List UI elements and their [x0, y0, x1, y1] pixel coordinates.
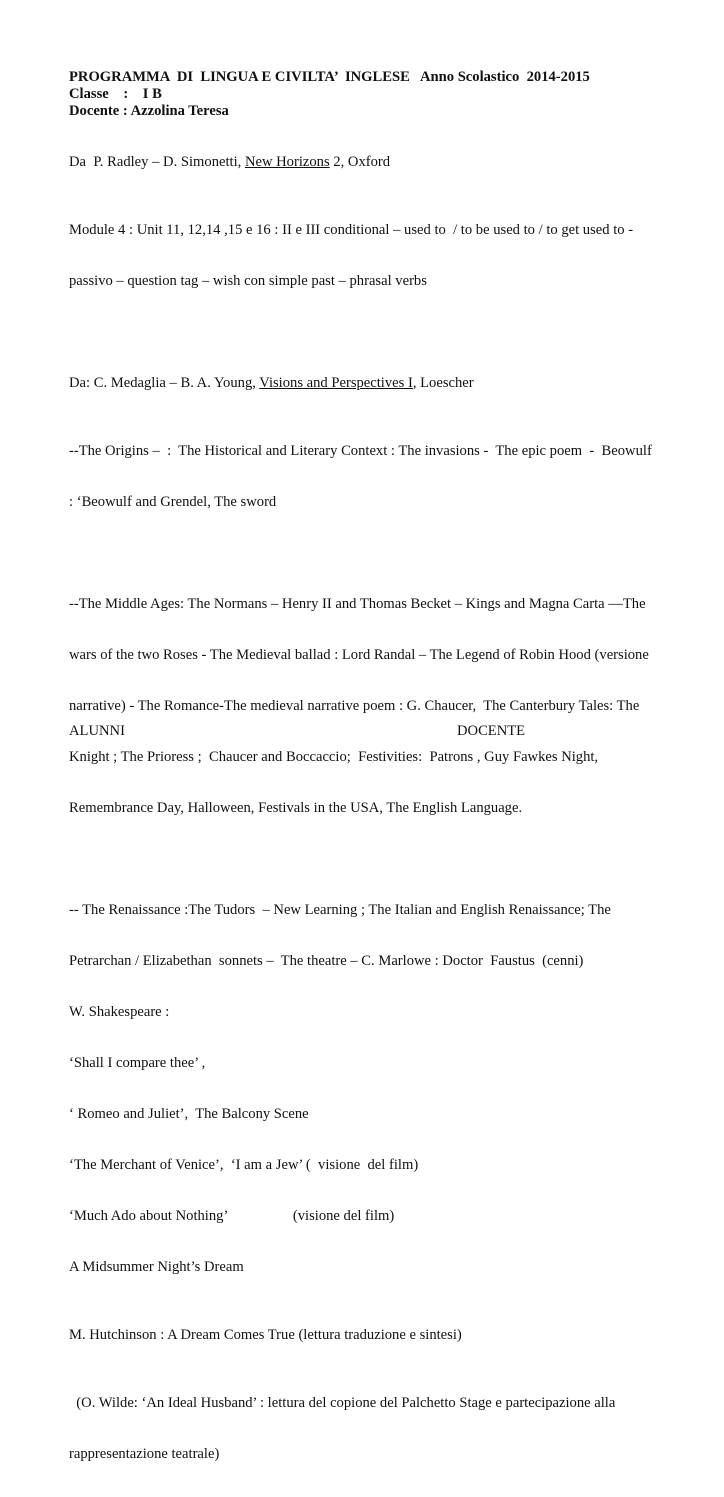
renaissance-line-6: ‘The Merchant of Venice’, ‘I am a Jew’ ( visione del film) [69, 1157, 419, 1173]
renaissance-line-8: A Midsummer Night’s Dream [69, 1259, 244, 1275]
textbook-1-suffix: 2, Oxford [329, 154, 391, 170]
wilde-line-2: rappresentazione teatrale) [69, 1446, 220, 1462]
module-4-line-1: Module 4 : Unit 11, 12,14 ,15 e 16 : II e III conditional – used to / to be used to / to get used to - [69, 222, 634, 238]
renaissance-line-3: W. Shakespeare : [69, 1004, 170, 1020]
textbook-2-prefix: Da: C. Medaglia – B. A. Young, [69, 375, 260, 391]
middle-ages-line-1: --The Middle Ages: The Normans – Henry II and Thomas Becket – Kings and Magna Carta —The [69, 596, 646, 612]
wilde-line-1: (O. Wilde: ‘An Ideal Husband’ : lettura del copione del Palchetto Stage e partecipazione alla [69, 1395, 616, 1411]
students-signature-label: ALUNNI [69, 723, 125, 739]
textbook-1-prefix: Da P. Radley – D. Simonetti, [69, 154, 245, 170]
middle-ages-line-5: Remembrance Day, Halloween, Festivals in the USA, The English Language. [69, 800, 523, 816]
teacher-signature-label: DOCENTE [457, 723, 526, 739]
renaissance-line-4: ‘Shall I compare thee’ , [69, 1055, 206, 1071]
document-page [69, 69, 669, 1497]
signature-row [69, 723, 669, 740]
origins-line-1: --The Origins – : The Historical and Literary Context : The invasions - The epic poem - Beowulf [69, 443, 652, 459]
module-4-line-2: passivo – question tag – wish con simple past – phrasal verbs [69, 273, 427, 289]
middle-ages-line-4: Knight ; The Prioress ; Chaucer and Boccaccio; Festivities: Patrons , Guy Fawkes Night, [69, 749, 599, 765]
module-4-paragraph [69, 188, 669, 324]
textbook-2-title: Visions and Perspectives I [259, 375, 413, 391]
origins-line-2: : ‘Beowulf and Grendel, The sword [69, 494, 277, 510]
textbook-1-reference [69, 154, 669, 171]
renaissance-line-2: Petrarchan / Elizabethan sonnets – The theatre – C. Marlowe : Doctor Faustus (cenni) [69, 953, 584, 969]
renaissance-line-7: ‘Much Ado about Nothing’ (visione del film) [69, 1208, 395, 1224]
textbook-2-suffix: , Loescher [412, 375, 474, 391]
middle-ages-paragraph [69, 562, 669, 851]
renaissance-line-5: ‘ Romeo and Juliet’, The Balcony Scene [69, 1106, 309, 1122]
renaissance-paragraph [69, 868, 669, 1310]
hutchinson-paragraph: M. Hutchinson : A Dream Comes True (lettura traduzione e sintesi) [69, 1327, 462, 1343]
textbook-1-title: New Horizons [244, 154, 330, 170]
middle-ages-line-2: wars of the two Roses - The Medieval ballad : Lord Randal – The Legend of Robin Hood (versione [69, 647, 649, 663]
middle-ages-line-3: narrative) - The Romance-The medieval narrative poem : G. Chaucer, The Canterbury Tales: The [69, 698, 640, 714]
class-label: Classe : I B [69, 86, 162, 102]
origins-paragraph [69, 409, 669, 545]
textbook-2-reference [69, 375, 669, 392]
renaissance-line-1: -- The Renaissance :The Tudors – New Learning ; The Italian and English Renaissance; The [69, 902, 611, 918]
wilde-paragraph [69, 1361, 669, 1497]
document-title: PROGRAMMA DI LINGUA E CIVILTA’ INGLESE Anno Scolastico 2014-2015 [69, 69, 590, 85]
teacher-label: Docente : Azzolina Teresa [69, 103, 229, 119]
